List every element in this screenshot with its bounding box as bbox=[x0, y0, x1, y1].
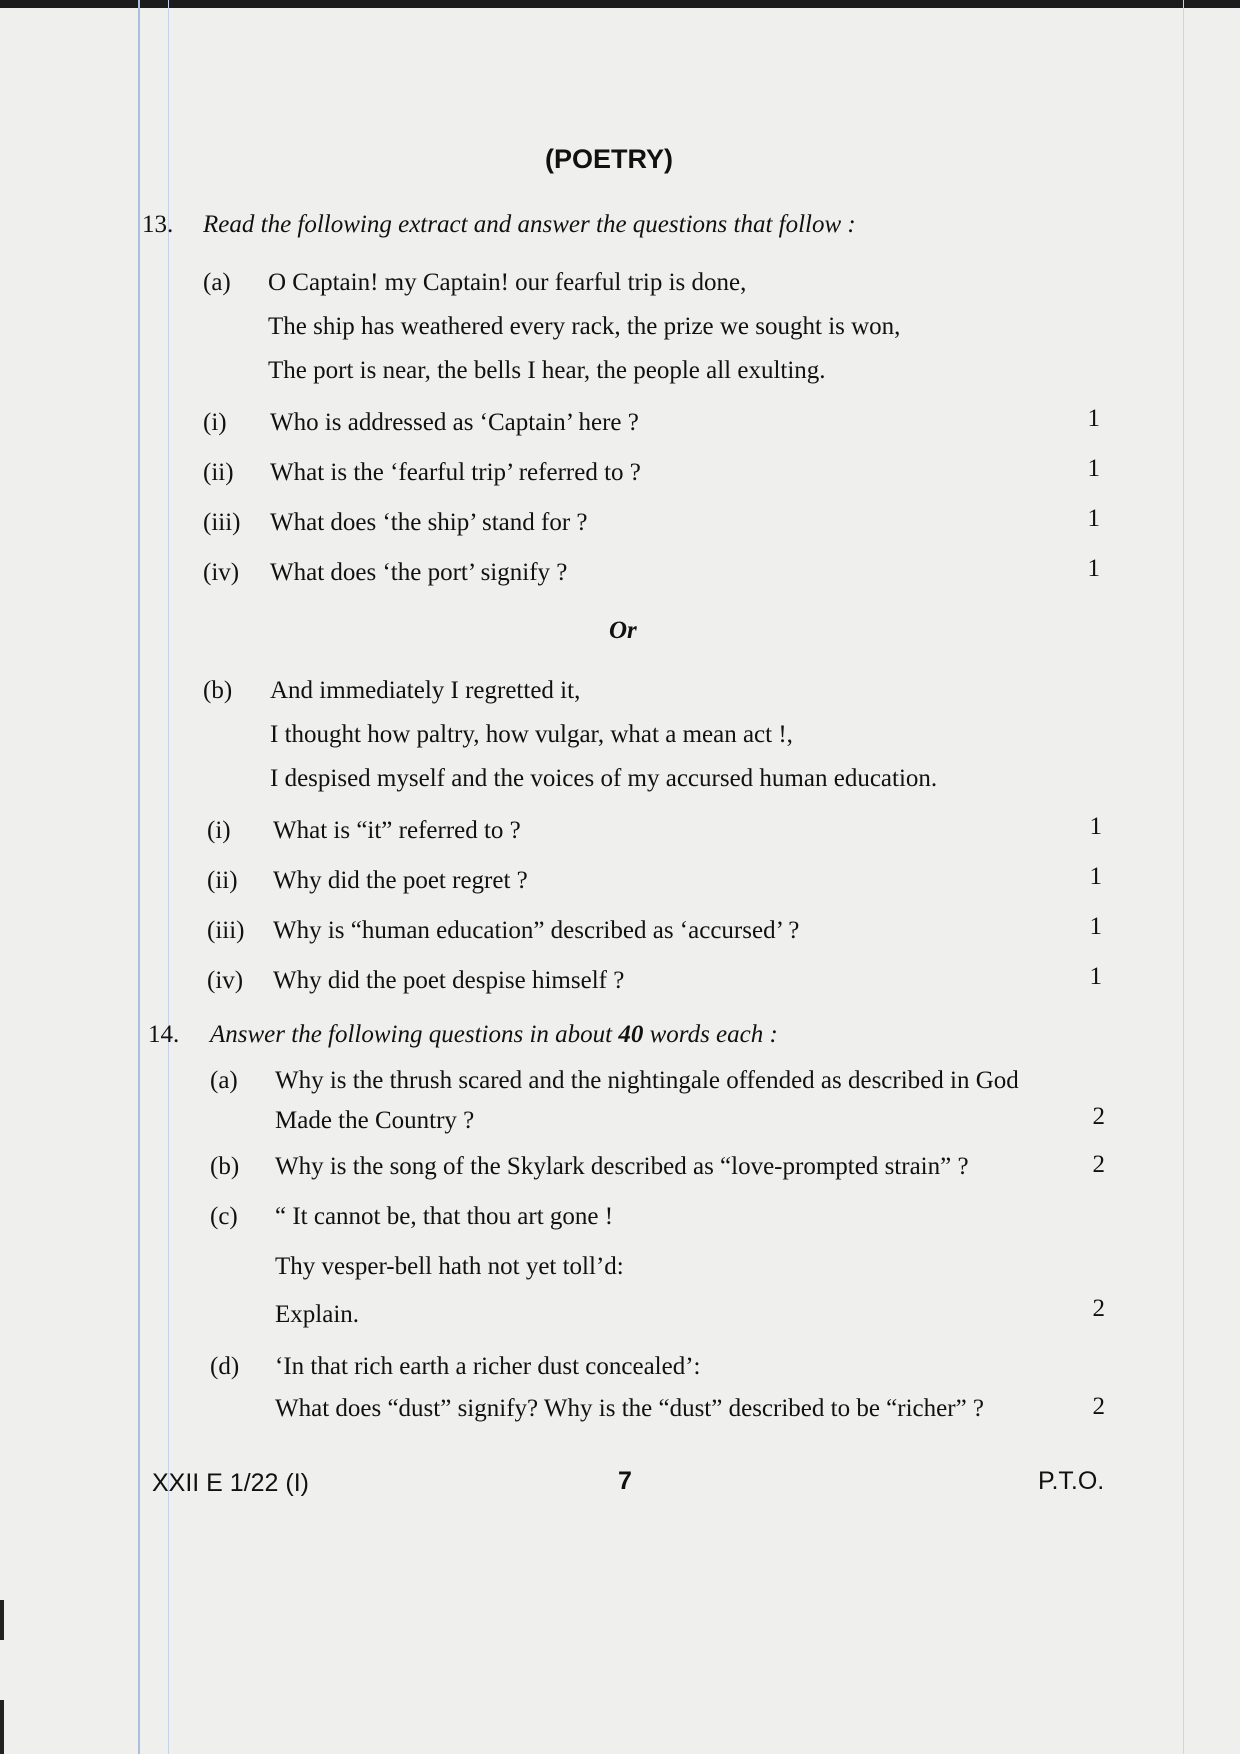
quote-line: ‘In that rich earth a richer dust concealed’: bbox=[275, 1353, 701, 1380]
question-instruction: Answer the following questions in about 40 words each : bbox=[210, 1021, 778, 1048]
marks: 1 bbox=[1089, 813, 1102, 840]
question-text: Made the Country ? bbox=[275, 1107, 475, 1134]
marks: 2 bbox=[1092, 1151, 1105, 1178]
marks: 2 bbox=[1092, 1295, 1105, 1322]
subquestion-label: (i) bbox=[203, 409, 227, 436]
pto-label: P.T.O. bbox=[1038, 1467, 1105, 1495]
margin-rule-outer bbox=[138, 0, 140, 1754]
marks: 1 bbox=[1089, 863, 1102, 890]
marks: 1 bbox=[1089, 913, 1102, 940]
marks: 1 bbox=[1087, 555, 1100, 582]
subquestion-label: (iv) bbox=[207, 967, 244, 994]
subquestion-label: (iii) bbox=[203, 509, 241, 536]
marks: 1 bbox=[1087, 405, 1100, 432]
subquestion-text: Why did the poet despise himself ? bbox=[273, 967, 625, 994]
option-label: (a) bbox=[203, 269, 231, 296]
marks: 2 bbox=[1092, 1103, 1105, 1130]
extract-line: The ship has weathered every rack, the prize we sought is won, bbox=[268, 313, 901, 340]
subquestion-label: (i) bbox=[207, 817, 231, 844]
question-text: What does “dust” signify? Why is the “dust” described to be “richer” ? bbox=[275, 1395, 985, 1422]
subquestion-text: Why is “human education” described as ‘accursed’ ? bbox=[273, 917, 800, 944]
question-number: 13. bbox=[142, 211, 174, 238]
section-heading: (POETRY) bbox=[545, 144, 673, 174]
scan-top-edge bbox=[0, 0, 1240, 8]
subquestion-text: What is “it” referred to ? bbox=[273, 817, 521, 844]
option-label: (c) bbox=[210, 1203, 238, 1230]
marks: 1 bbox=[1087, 505, 1100, 532]
quote-line: Thy vesper-bell hath not yet toll’d: bbox=[275, 1253, 624, 1280]
extract-line: I thought how paltry, how vulgar, what a mean act !, bbox=[270, 721, 793, 748]
marks: 1 bbox=[1089, 963, 1102, 990]
option-label: (a) bbox=[210, 1067, 238, 1094]
or-separator: Or bbox=[609, 617, 637, 644]
marks: 2 bbox=[1092, 1393, 1105, 1420]
extract-line: I despised myself and the voices of my accursed human education. bbox=[270, 765, 938, 792]
scan-edge-mark bbox=[0, 1600, 4, 1640]
option-label: (b) bbox=[210, 1153, 240, 1180]
subquestion-text: What does ‘the port’ signify ? bbox=[270, 559, 568, 586]
question-instruction: Read the following extract and answer the questions that follow : bbox=[203, 211, 856, 238]
subquestion-text: Why did the poet regret ? bbox=[273, 867, 528, 894]
question-text: Why is the song of the Skylark described as “love-prompted strain” ? bbox=[275, 1153, 969, 1180]
paper-code: XXII E 1/22 (I) bbox=[152, 1469, 310, 1497]
question-number: 14. bbox=[148, 1021, 180, 1048]
subquestion-text: What is the ‘fearful trip’ referred to ? bbox=[270, 459, 641, 486]
subquestion-label: (iv) bbox=[203, 559, 240, 586]
question-text: Why is the thrush scared and the nightingale offended as described in God bbox=[275, 1067, 1019, 1094]
margin-rule-right bbox=[1183, 0, 1184, 1754]
scan-edge-mark bbox=[0, 1700, 4, 1754]
question-text: Explain. bbox=[275, 1301, 360, 1328]
extract-line: O Captain! my Captain! our fearful trip is done, bbox=[268, 269, 747, 296]
subquestion-text: Who is addressed as ‘Captain’ here ? bbox=[270, 409, 639, 436]
option-label: (b) bbox=[203, 677, 233, 704]
subquestion-text: What does ‘the ship’ stand for ? bbox=[270, 509, 588, 536]
subquestion-label: (ii) bbox=[203, 459, 234, 486]
marks: 1 bbox=[1087, 455, 1100, 482]
extract-line: The port is near, the bells I hear, the people all exulting. bbox=[268, 357, 826, 384]
quote-line: “ It cannot be, that thou art gone ! bbox=[275, 1203, 614, 1230]
page-number: 7 bbox=[618, 1467, 632, 1495]
subquestion-label: (iii) bbox=[207, 917, 245, 944]
subquestion-label: (ii) bbox=[207, 867, 238, 894]
option-label: (d) bbox=[210, 1353, 240, 1380]
extract-line: And immediately I regretted it, bbox=[270, 677, 581, 704]
